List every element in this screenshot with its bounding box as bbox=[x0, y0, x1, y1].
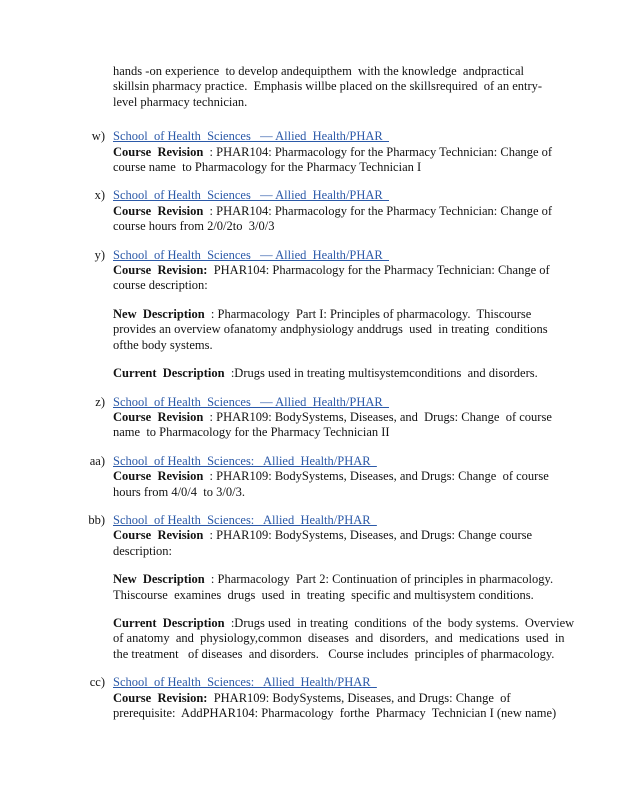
course-revision-label: Course Revision bbox=[113, 409, 204, 424]
current-description-2 bbox=[113, 616, 618, 662]
course-revision-text: PHAR104: Pharmacology for the Pharmacy Technician: Change of bbox=[207, 263, 550, 278]
course-revision-label: Course Revision bbox=[113, 144, 204, 159]
school-link[interactable]: School of Health Sciences: Allied Health/PHAR bbox=[113, 512, 377, 527]
list-item-w bbox=[91, 129, 618, 175]
course-revision-line bbox=[113, 145, 618, 160]
course-revision-line bbox=[113, 528, 618, 543]
description-text: : Pharmacology Part I: Principles of pharmacology. Thiscourse bbox=[204, 306, 532, 321]
description-text: :Drugs used in treating conditions of the body systems. Overview bbox=[224, 615, 575, 630]
school-link[interactable]: School of Health Sciences — Allied Health/PHAR bbox=[113, 247, 390, 262]
text-line: prerequisite: AddPHAR104: Pharmacology forthe Pharmacy Technician I (new name) bbox=[113, 706, 557, 720]
text-line: hands -on experience to develop andequipthem with the knowledge andpractical bbox=[113, 64, 524, 78]
description-text: : Pharmacology Part 2: Continuation of principles in pharmacology. bbox=[204, 572, 554, 587]
course-revision-text: : PHAR109: BodySystems, Diseases, and Drugs: Change of course bbox=[203, 469, 549, 484]
school-link[interactable]: School of Health Sciences: Allied Health/PHAR bbox=[113, 675, 377, 690]
description-line bbox=[113, 307, 618, 322]
list-marker: y) bbox=[94, 247, 105, 262]
list-marker: cc) bbox=[89, 675, 105, 690]
intro-paragraph bbox=[113, 64, 618, 110]
course-revision-text: : PHAR109: BodySystems, Diseases, and Drugs: Change course bbox=[203, 528, 533, 543]
course-revision-label: Course Revision bbox=[113, 528, 204, 543]
list-item-x bbox=[94, 188, 618, 234]
text-line: course description: bbox=[113, 278, 208, 293]
course-revision-label: Course Revision bbox=[113, 469, 204, 484]
list-item-cc bbox=[89, 675, 618, 721]
text-line: ofthe body systems. bbox=[113, 337, 213, 352]
school-link[interactable]: School of Health Sciences — Allied Health/PHAR bbox=[113, 129, 390, 144]
new-description-label: New Description bbox=[113, 572, 205, 587]
course-revision-text: : PHAR104: Pharmacology for the Pharmacy Technician: Change of bbox=[203, 144, 553, 159]
description-line bbox=[113, 616, 618, 631]
description-line bbox=[113, 572, 618, 587]
course-revision-label: Course Revision: bbox=[113, 263, 208, 278]
school-link[interactable]: School of Health Sciences: Allied Health/PHAR bbox=[113, 453, 377, 468]
list-marker: z) bbox=[95, 394, 105, 409]
course-revision-text: : PHAR104: Pharmacology for the Pharmacy Technician: Change of bbox=[203, 203, 553, 218]
list-marker: w) bbox=[91, 129, 105, 144]
text-line: hours from 4/0/4 to 3/0/3. bbox=[113, 484, 245, 499]
course-revision-label: Course Revision bbox=[113, 203, 204, 218]
course-revision-line bbox=[113, 410, 618, 425]
course-revision-line bbox=[113, 691, 618, 706]
text-line: the treatment of diseases and disorders. Course includes principles of pharmacology. bbox=[113, 646, 555, 661]
text-line: skillsin pharmacy practice. Emphasis willbe placed on the skillsrequired of an entry- bbox=[113, 79, 543, 94]
list-marker: aa) bbox=[89, 453, 105, 468]
course-revision-label: Course Revision: bbox=[113, 690, 208, 705]
school-link[interactable]: School of Health Sciences — Allied Health/PHAR bbox=[113, 188, 390, 203]
text-line: level pharmacy technician. bbox=[113, 94, 248, 109]
current-description-1 bbox=[113, 366, 618, 381]
course-revision-line bbox=[113, 263, 618, 278]
current-description-label: Current Description bbox=[113, 615, 225, 630]
course-revision-text: : PHAR109: BodySystems, Diseases, and Drugs: Change of course bbox=[203, 409, 552, 424]
text-line: provides an overview ofanatomy andphysiology anddrugs used in treating conditions bbox=[113, 322, 548, 337]
description-text: :Drugs used in treating multisystemconditions and disorders. bbox=[224, 366, 538, 381]
course-revision-line bbox=[113, 469, 618, 484]
list-item-aa bbox=[89, 453, 618, 500]
new-description-label: New Description bbox=[113, 306, 205, 321]
list-item-z bbox=[95, 394, 618, 441]
description-line bbox=[113, 366, 618, 381]
text-line: name to Pharmacology for the Pharmacy Technician II bbox=[113, 425, 390, 440]
text-line: course name to Pharmacology for the Pharmacy Technician I bbox=[113, 160, 422, 175]
course-revision-line bbox=[113, 204, 618, 219]
list-marker: x) bbox=[94, 188, 105, 203]
text-line: course hours from 2/0/2to 3/0/3 bbox=[113, 219, 275, 234]
list-item-y bbox=[94, 247, 618, 294]
text-line: Thiscourse examines drugs used in treating specific and multisystem conditions. bbox=[113, 587, 534, 602]
text-line: description: bbox=[113, 543, 173, 558]
current-description-label: Current Description bbox=[113, 366, 225, 381]
text-line: of anatomy and physiology,common diseases and disorders, and medications used in bbox=[113, 631, 565, 646]
list-item-bb bbox=[88, 512, 618, 559]
course-revision-text: PHAR109: BodySystems, Diseases, and Drugs: Change of bbox=[207, 690, 511, 705]
new-description-1 bbox=[113, 307, 618, 353]
school-link[interactable]: School of Health Sciences — Allied Health/PHAR bbox=[113, 394, 390, 409]
list-marker: bb) bbox=[88, 512, 105, 527]
new-description-2 bbox=[113, 572, 618, 603]
